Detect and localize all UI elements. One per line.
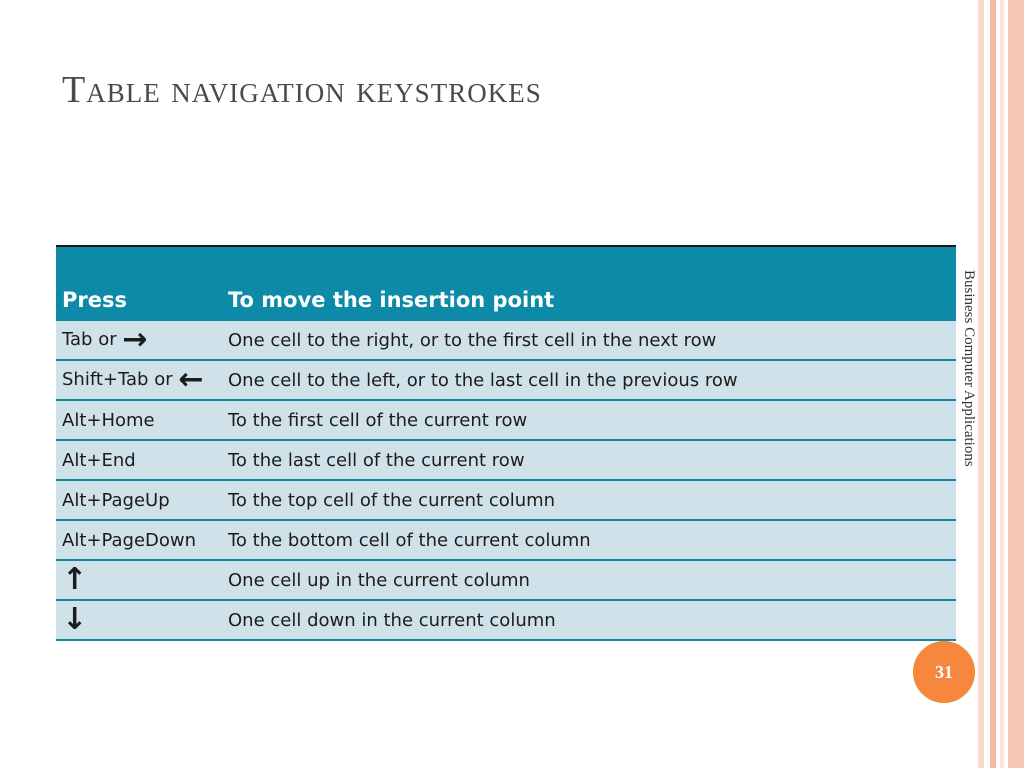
description-cell: One cell down in the current column xyxy=(222,600,956,640)
table-row xyxy=(56,520,956,560)
down-arrow-icon: ↓ xyxy=(62,602,88,637)
decorative-stripe xyxy=(978,0,984,768)
description-cell: To the last cell of the current row xyxy=(222,440,956,480)
left-arrow-icon: ← xyxy=(178,362,204,397)
slide-title: Table navigation keystrokes xyxy=(62,69,542,111)
decorative-stripe xyxy=(1000,0,1004,768)
key-cell: Alt+End xyxy=(56,440,222,480)
table-row xyxy=(56,480,956,520)
page-number-badge: 31 xyxy=(913,641,975,703)
table-header-row xyxy=(56,247,956,320)
table-row xyxy=(56,320,956,360)
keystroke-table xyxy=(56,247,956,641)
description-cell: One cell to the right, or to the first cell in the next row xyxy=(222,320,956,360)
header-press: Press xyxy=(56,247,222,320)
side-course-label: Business Computer Applications xyxy=(961,270,977,467)
keystroke-table-container xyxy=(56,245,956,641)
key-cell: Alt+Home xyxy=(56,400,222,440)
table-row xyxy=(56,600,956,640)
table-row xyxy=(56,360,956,400)
key-cell xyxy=(56,360,222,400)
description-cell: To the first cell of the current row xyxy=(222,400,956,440)
right-arrow-icon: → xyxy=(122,322,148,357)
header-description: To move the insertion point xyxy=(222,247,956,320)
key-label: Tab or xyxy=(62,329,117,350)
description-cell: One cell to the left, or to the last cell in the previous row xyxy=(222,360,956,400)
key-cell: Alt+PageUp xyxy=(56,480,222,520)
description-cell: To the bottom cell of the current column xyxy=(222,520,956,560)
decorative-stripe xyxy=(990,0,996,768)
key-cell xyxy=(56,320,222,360)
key-cell xyxy=(56,560,222,600)
table-row xyxy=(56,560,956,600)
key-cell xyxy=(56,600,222,640)
key-cell: Alt+PageDown xyxy=(56,520,222,560)
decorative-stripe xyxy=(1008,0,1024,768)
table-row xyxy=(56,440,956,480)
key-label: Shift+Tab or xyxy=(62,369,173,390)
description-cell: To the top cell of the current column xyxy=(222,480,956,520)
description-cell: One cell up in the current column xyxy=(222,560,956,600)
up-arrow-icon: ↑ xyxy=(62,562,88,597)
table-row xyxy=(56,400,956,440)
